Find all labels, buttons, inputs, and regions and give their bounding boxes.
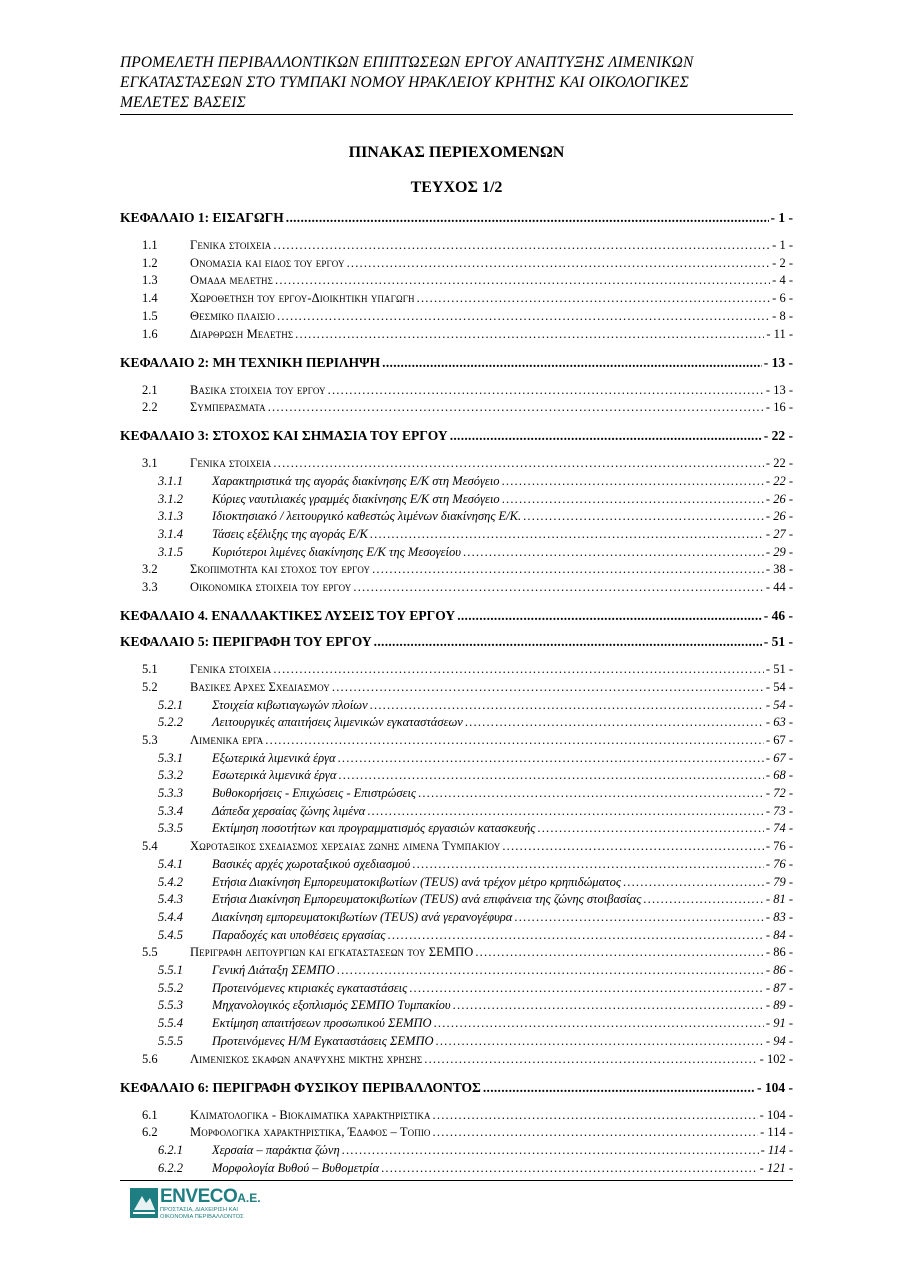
toc-entry-number: 5.3.4 (158, 803, 183, 818)
toc-leader-dots (433, 1125, 759, 1140)
toc-page-number: - 76 - (765, 839, 793, 854)
toc-entry[interactable] (120, 254, 793, 271)
toc-page-number: - 121 - (759, 1160, 793, 1175)
toc-page-number: - 26 - (765, 509, 793, 524)
toc-entry[interactable] (120, 560, 793, 577)
toc-page-number: - 22 - (763, 428, 793, 444)
toc-leader-dots (388, 928, 764, 943)
toc-entry-number: 5.4.4 (158, 909, 183, 924)
toc-entry-number: 5.4.1 (158, 856, 183, 871)
toc-entry[interactable] (120, 398, 793, 415)
toc-entry-title: Βασικές αρχές χωροταξικού σχεδιασμού (212, 856, 411, 871)
toc-leader-dots (367, 804, 764, 819)
toc-entry[interactable] (120, 943, 793, 960)
toc-leader-dots (273, 662, 764, 677)
toc-entry[interactable] (120, 819, 793, 836)
toc-entry[interactable] (120, 1014, 793, 1031)
toc-entry-title: Ιδιοκτησιακό / λειτουργικό καθεστώς λιμένων διακίνησης Ε/Κ. (212, 509, 522, 524)
toc-page-number: - 104 - (757, 1079, 793, 1095)
toc-entry-number: 3.3 (142, 580, 158, 595)
toc-entry-number: 1.1 (142, 238, 158, 252)
toc-leader-dots (374, 634, 762, 649)
toc-leader-dots (502, 839, 764, 854)
toc-page-number: - 68 - (765, 768, 793, 783)
toc-entry-title: ΚΕΦΑΛΑΙΟ 5: ΠΕΡΙΓΡΑΦΗ ΤΟΥ ΕΡΓΟΥ (120, 634, 372, 650)
toc-page-number: - 1 - (770, 210, 793, 225)
toc-entry-title: Γενικα στοιχεια (190, 238, 272, 252)
toc-entry-title: Γενικα στοιχεια (190, 456, 272, 471)
toc-leader-dots (338, 751, 764, 766)
toc-leader-dots (436, 1034, 764, 1049)
toc-leader-dots (434, 1016, 764, 1031)
toc-chapter-entry[interactable] (120, 206, 793, 225)
toc-entry-title: Χωροθετηση του εργου-Διοικητικη υπαγωγη (190, 291, 415, 306)
toc-chapter-entry[interactable] (120, 351, 793, 370)
footer-rule (120, 1180, 793, 1181)
toc-entry-title: Τάσεις εξέλιξης της αγοράς Ε/Κ (212, 527, 368, 541)
toc-entry[interactable] (120, 678, 793, 695)
toc-page-number: - 27 - (765, 527, 793, 541)
toc-entry[interactable] (120, 490, 793, 507)
toc-page-number: - 13 - (765, 382, 793, 397)
toc-entry[interactable] (120, 961, 793, 978)
toc-page-number: - 38 - (765, 562, 793, 577)
toc-leader-dots (338, 768, 764, 783)
toc-leader-dots (463, 545, 764, 560)
toc-entry-number: 5.5.1 (158, 963, 183, 977)
toc-entry[interactable] (120, 578, 793, 595)
toc-entry[interactable] (120, 307, 793, 324)
toc-leader-dots (453, 998, 764, 1013)
toc-leader-dots (424, 1052, 757, 1067)
toc-leader-dots (382, 355, 762, 370)
toc-entry-number: 3.1 (142, 456, 158, 471)
toc-leader-dots (328, 383, 764, 398)
toc-entry-title: Προτεινόμενες Η/Μ Εγκαταστάσεις ΣΕΜΠΟ (212, 1033, 434, 1048)
toc-entry[interactable] (120, 766, 793, 783)
toc-leader-dots (332, 680, 764, 695)
toc-entry-number: 5.2 (142, 679, 158, 694)
toc-page-number: - 67 - (765, 732, 793, 747)
toc-page-number: - 54 - (765, 697, 793, 712)
toc-entry-title: Σκοπιμοτητα και στοχος του εργου (190, 562, 371, 577)
toc-entry-number: 5.1 (142, 662, 158, 677)
toc-entry-title: ΚΕΦΑΛΑΙΟ 6: ΠΕΡΙΓΡΑΦΗ ΦΥΣΙΚΟΥ ΠΕΡΙΒΑΛΛΟΝΤΟΣ (120, 1079, 481, 1095)
toc-entry-number: 3.1.4 (158, 527, 183, 541)
toc-leader-dots (457, 608, 762, 623)
toc-entry-title: Γενικα στοιχεια (190, 662, 272, 677)
toc-leader-dots (342, 1143, 759, 1158)
volume-subtitle: ΤΕΥΧΟΣ 1/2 (410, 179, 503, 196)
toc-entry[interactable] (120, 236, 793, 253)
toc-leader-dots (275, 273, 770, 288)
toc-entry-number: 1.3 (142, 273, 158, 288)
toc-entry-title: Ετήσια Διακίνηση Εμπορευματοκιβωτίων (TEUS) ανά επιφάνεια της ζώνης στοιβασίας (212, 892, 642, 907)
toc-page-number: - 4 - (772, 273, 793, 288)
toc-entry-number: 2.2 (142, 400, 158, 415)
toc-leader-dots (273, 238, 770, 253)
toc-entry-number: 5.2.1 (158, 697, 183, 712)
toc-page-number: - 1 - (772, 238, 793, 252)
toc-entry-title: Χωροταξικος σχεδιασμος χερσαιας ζωνης λιμενα Τυμπακιου (190, 839, 501, 854)
toc-page-number: - 76 - (765, 856, 793, 871)
toc-entry[interactable] (120, 908, 793, 925)
toc-entry[interactable] (120, 979, 793, 996)
toc-entry-number: 3.1.3 (158, 509, 183, 524)
toc-entry[interactable] (120, 525, 793, 542)
toc-entry[interactable] (120, 381, 793, 398)
toc-chapter-entry[interactable] (120, 424, 793, 443)
header-line-3: ΜΕΛΕΤΕΣ ΒΑΣΕΙΣ (120, 94, 246, 111)
toc-page-number: - 29 - (765, 544, 793, 559)
toc-entry-number: 6.2.1 (158, 1142, 183, 1157)
toc-leader-dots (353, 580, 764, 595)
toc-entry-title: Κλιματολογικα - Βιοκλιματικα χαρακτηριστικα (190, 1107, 431, 1122)
toc-entry-title: Μηχανολογικός εξοπλισμός ΣΕΜΠΟ Τυμπακίου (212, 998, 451, 1013)
toc-page-number: - 87 - (765, 980, 793, 995)
toc-entry-number: 2.1 (142, 382, 158, 397)
toc-leader-dots (372, 562, 764, 577)
toc-page-number: - 2 - (772, 255, 793, 270)
page-title: ΠΙΝΑΚΑΣ ΠΕΡΙΕΧΟΜΕΝΩΝ (348, 144, 565, 161)
logo-tagline: ΠΡΟΣΤΑΣΙΑ, ΔΙΑΧΕΙΡΙΣΗ ΚΑΙ ΟΙΚΟΝΟΜΙΑ ΠΕΡΙΒΑΛΛΟΝΤΟΣ (160, 1207, 244, 1220)
toc-leader-dots (475, 945, 764, 960)
toc-leader-dots (450, 428, 762, 443)
toc-entry-title: ΚΕΦΑΛΑΙΟ 1: ΕΙΣΑΓΩΓΗ (120, 210, 284, 225)
toc-page-number: - 114 - (760, 1125, 793, 1140)
toc-entry-number: 3.1.2 (158, 491, 183, 506)
toc-entry-title: Περιγραφη λειτουργιων και εγκαταστασεων του ΣΕΜΠΟ (190, 945, 474, 960)
toc-entry-title: Εσωτερικά λιμενικά έργα (212, 768, 337, 783)
toc-entry[interactable] (120, 1106, 793, 1123)
toc-entry-number: 5.4.2 (158, 874, 183, 889)
toc-leader-dots (273, 456, 764, 471)
toc-leader-dots (417, 291, 771, 306)
toc-entry-title: Οικονομικα στοιχεια του εργου (190, 580, 352, 595)
toc-entry-title: ΚΕΦΑΛΑΙΟ 3: ΣΤΟΧΟΣ ΚΑΙ ΣΗΜΑΣΙΑ ΤΟΥ ΕΡΓΟΥ (120, 428, 448, 444)
toc-page-number: - 83 - (765, 909, 793, 924)
toc-leader-dots (277, 309, 770, 324)
toc-page-number: - 73 - (765, 803, 793, 818)
toc-entry-title: Ονομασια και ειδος του εργου (190, 255, 345, 270)
toc-entry[interactable] (120, 289, 793, 306)
toc-page-number: - 63 - (765, 715, 793, 730)
toc-entry-title: Συμπερασματα (190, 400, 266, 415)
toc-page-number: - 51 - (763, 634, 793, 650)
toc-entry-number: 5.3.5 (158, 821, 183, 836)
toc-entry-title: Κυριότεροι λιμένες διακίνησης Ε/Κ της Μεσογείου (212, 544, 461, 559)
toc-leader-dots (433, 1108, 758, 1123)
toc-entry-number: 3.1.5 (158, 544, 183, 559)
toc-page-number: - 72 - (765, 786, 793, 800)
toc-entry-number: 5.2.2 (158, 715, 183, 730)
toc-entry-number: 5.5.4 (158, 1016, 183, 1031)
toc-entry-title: Λιμενισκος σκαφων αναψυχης μικτης χρησης (190, 1051, 423, 1066)
toc-page-number: - 102 - (759, 1051, 793, 1066)
toc-page-number: - 26 - (765, 491, 793, 506)
toc-leader-dots (268, 400, 764, 415)
toc-entry[interactable] (120, 472, 793, 489)
toc-entry[interactable] (120, 855, 793, 872)
toc-entry[interactable] (120, 1141, 793, 1158)
toc-entry-title: Βυθοκορήσεις - Επιχώσεις - Επιστρώσεις (212, 786, 417, 800)
toc-chapter-entry[interactable] (120, 630, 793, 649)
logo-name: ENVECOΑ.Ε. (160, 1186, 261, 1207)
toc-entry-title: Διακίνηση εμπορευματοκιβωτίων (TEUS) ανά γερανογέφυρα (212, 909, 513, 924)
toc-leader-dots (502, 474, 764, 489)
toc-entry[interactable] (120, 890, 793, 907)
running-header (120, 53, 792, 113)
toc-entry-title: Εκτίμηση απαιτήσεων προσωπικού ΣΕΜΠΟ (212, 1016, 432, 1031)
toc-entry-number: 5.3.3 (158, 786, 183, 800)
toc-leader-dots (502, 492, 764, 507)
toc-entry-title: Βασικα στοιχεια του εργου (190, 382, 326, 397)
toc-entry-title: Εκτίμηση ποσοτήτων και προγραμματισμός εργασιών κατασκευής (212, 821, 536, 836)
toc-entry-number: 1.5 (142, 308, 158, 323)
toc-entry-number: 5.5.3 (158, 998, 183, 1013)
toc-entry-number: 3.2 (142, 562, 158, 577)
toc-page-number: - 114 - (760, 1142, 793, 1157)
toc-leader-dots (370, 698, 764, 713)
toc-entry[interactable] (120, 784, 793, 801)
toc-leader-dots (623, 875, 764, 890)
toc-entry[interactable] (120, 1032, 793, 1049)
toc-entry-title: Εξωτερικά λιμενικά έργα (212, 750, 336, 765)
toc-entry-title: Ετήσια Διακίνηση Εμπορευματοκιβωτίων (TEUS) ανά τρέχον μέτρο κρηπιδώματος (212, 874, 621, 889)
toc-page-number: - 22 - (765, 456, 793, 471)
toc-page-number: - 6 - (772, 291, 793, 306)
header-rule (120, 114, 793, 115)
toc-entry-title: Λειτουργικές απαιτήσεις λιμενικών εγκαταστάσεων (212, 715, 463, 730)
toc-entry-title: Δάπεδα χερσαίας ζώνης λιμένα (212, 803, 366, 818)
toc-leader-dots (286, 210, 769, 225)
toc-page-number: - 84 - (765, 927, 793, 942)
toc-entry[interactable] (120, 731, 793, 748)
toc-leader-dots (265, 733, 764, 748)
toc-entry-number: 5.5 (142, 945, 158, 960)
toc-page-number: - 8 - (772, 308, 793, 323)
toc-entry-number: 1.2 (142, 255, 158, 270)
toc-entry[interactable] (120, 837, 793, 854)
toc-page-number: - 74 - (765, 821, 793, 836)
toc-entry-number: 5.4.5 (158, 927, 183, 942)
toc-entry-number: 5.3 (142, 732, 158, 747)
toc-leader-dots (347, 256, 771, 271)
toc-page-number: - 91 - (765, 1016, 793, 1031)
toc-entry[interactable] (120, 507, 793, 524)
toc-entry-title: Μορφολογία Βυθού – Βυθομετρία (212, 1160, 380, 1175)
toc-entry-number: 5.4.3 (158, 892, 183, 907)
toc-entry-number: 5.3.2 (158, 768, 183, 783)
toc-entry-number: 5.4 (142, 839, 158, 854)
toc-leader-dots (483, 1080, 755, 1095)
toc-leader-dots (381, 1161, 758, 1176)
toc-entry-number: 6.1 (142, 1107, 158, 1122)
toc-leader-dots (418, 786, 764, 801)
toc-entry-title: ΚΕΦΑΛΑΙΟ 2: ΜΗ ΤΕΧΝΙΚΗ ΠΕΡΙΛΗΨΗ (120, 354, 381, 370)
toc-page-number: - 94 - (765, 1033, 793, 1048)
toc-entry-number: 1.4 (142, 291, 158, 306)
toc-entry[interactable] (120, 325, 793, 342)
toc-leader-dots (337, 963, 764, 978)
toc-entry[interactable] (120, 873, 793, 890)
toc-page-number: - 104 - (759, 1107, 793, 1122)
toc-leader-dots (643, 892, 764, 907)
toc-entry[interactable] (120, 660, 793, 677)
toc-page-number: - 54 - (765, 679, 793, 694)
toc-entry[interactable] (120, 1123, 793, 1140)
toc-entry-number: 6.2.2 (158, 1160, 183, 1175)
toc-entry[interactable] (120, 696, 793, 713)
toc-entry[interactable] (120, 1159, 793, 1176)
toc-page-number: - 16 - (765, 400, 793, 415)
toc-page-number: - 67 - (765, 750, 793, 765)
toc-leader-dots (370, 527, 764, 542)
toc-entry-title: Παραδοχές και υποθέσεις εργασίας (212, 927, 386, 942)
toc-leader-dots (409, 981, 764, 996)
toc-leader-dots (295, 327, 764, 342)
toc-entry[interactable] (120, 713, 793, 730)
toc-page-number: - 86 - (765, 963, 793, 977)
enveco-logo-icon (130, 1188, 158, 1218)
toc-entry[interactable] (120, 749, 793, 766)
toc-entry-number: 6.2 (142, 1125, 158, 1140)
toc-page-number: - 46 - (763, 608, 793, 624)
toc-entry-number: 3.1.1 (158, 473, 183, 488)
toc-page-number: - 13 - (763, 354, 793, 370)
toc-page-number: - 81 - (765, 892, 793, 907)
toc-entry-title: Βασικες Αρχες Σχεδιασμου (190, 679, 330, 694)
toc-entry-number: 5.3.1 (158, 750, 183, 765)
toc-leader-dots (514, 910, 764, 925)
toc-entry-title: Διαρθρωση Μελετης (190, 326, 294, 341)
toc-entry-title: Γενική Διάταξη ΣΕΜΠΟ (212, 963, 335, 977)
toc-page-number: - 44 - (765, 580, 793, 595)
toc-entry-title: Θεσμικο πλαισιο (190, 308, 276, 323)
toc-entry-title: Ομαδα μελετης (190, 273, 273, 288)
toc-page-number: - 51 - (765, 662, 793, 677)
toc-entry[interactable] (120, 454, 793, 471)
toc-entry[interactable] (120, 1050, 793, 1067)
toc-chapter-entry[interactable] (120, 1076, 793, 1095)
toc-page-number: - 22 - (765, 473, 793, 488)
toc-entry[interactable] (120, 802, 793, 819)
toc-leader-dots (465, 715, 764, 730)
toc-entry-title: Μορφολογικα χαρακτηριστικα, Έδαφος – Τοπιο (190, 1125, 431, 1140)
toc-entry[interactable] (120, 996, 793, 1013)
toc-chapter-entry[interactable] (120, 604, 793, 623)
toc-page-number: - 86 - (765, 945, 793, 960)
toc-entry-title: Στοιχεία κιβωτιαγωγών πλοίων (212, 697, 368, 712)
toc-leader-dots (523, 509, 764, 524)
toc-entry-title: Χερσαία – παράκτια ζώνη (212, 1142, 340, 1157)
toc-entry-title: Λιμενικα εργα (190, 732, 264, 747)
toc-entry-number: 5.5.2 (158, 980, 183, 995)
toc-entry-title: Κύριες ναυτιλιακές γραμμές διακίνησης Ε/Κ στη Μεσόγειο (212, 491, 500, 506)
toc-entry-number: 5.5.5 (158, 1033, 183, 1048)
header-line-1: ΠΡΟΜΕΛΕΤΗ ΠΕΡΙΒΑΛΛΟΝΤΙΚΩΝ ΕΠΙΠΤΩΣΕΩΝ ΕΡΓΟΥ ΑΝΑΠΤΥΞΗΣ ΛΙΜΕΝΙΚΩΝ (120, 54, 694, 71)
enveco-logo (130, 1188, 270, 1220)
toc-entry-number: 5.6 (142, 1051, 158, 1066)
toc-leader-dots (412, 857, 764, 872)
toc-page-number: - 89 - (765, 998, 793, 1013)
header-line-2: ΕΓΚΑΤΑΣΤΑΣΕΩΝ ΣΤΟ ΤΥΜΠΑΚΙ ΝΟΜΟΥ ΗΡΑΚΛΕΙΟΥ ΚΡΗΤΗΣ ΚΑΙ ΟΙΚΟΛΟΓΙΚΕΣ (120, 74, 689, 91)
toc-page-number: - 79 - (765, 874, 793, 889)
toc-entry[interactable] (120, 543, 793, 560)
toc-leader-dots (537, 821, 764, 836)
toc-entry[interactable] (120, 271, 793, 288)
toc-entry-title: Χαρακτηριστικά της αγοράς διακίνησης Ε/Κ στη Μεσόγειο (212, 473, 500, 488)
toc-entry-number: 1.6 (142, 326, 158, 341)
toc-entry-title: Προτεινόμενες κτιριακές εγκαταστάσεις (212, 980, 408, 995)
toc-entry-title: ΚΕΦΑΛΑΙΟ 4. ΕΝΑΛΛΑΚΤΙΚΕΣ ΛΥΣΕΙΣ ΤΟΥ ΕΡΓΟΥ (120, 608, 456, 624)
toc-entry[interactable] (120, 926, 793, 943)
toc-page-number: - 11 - (766, 326, 793, 341)
